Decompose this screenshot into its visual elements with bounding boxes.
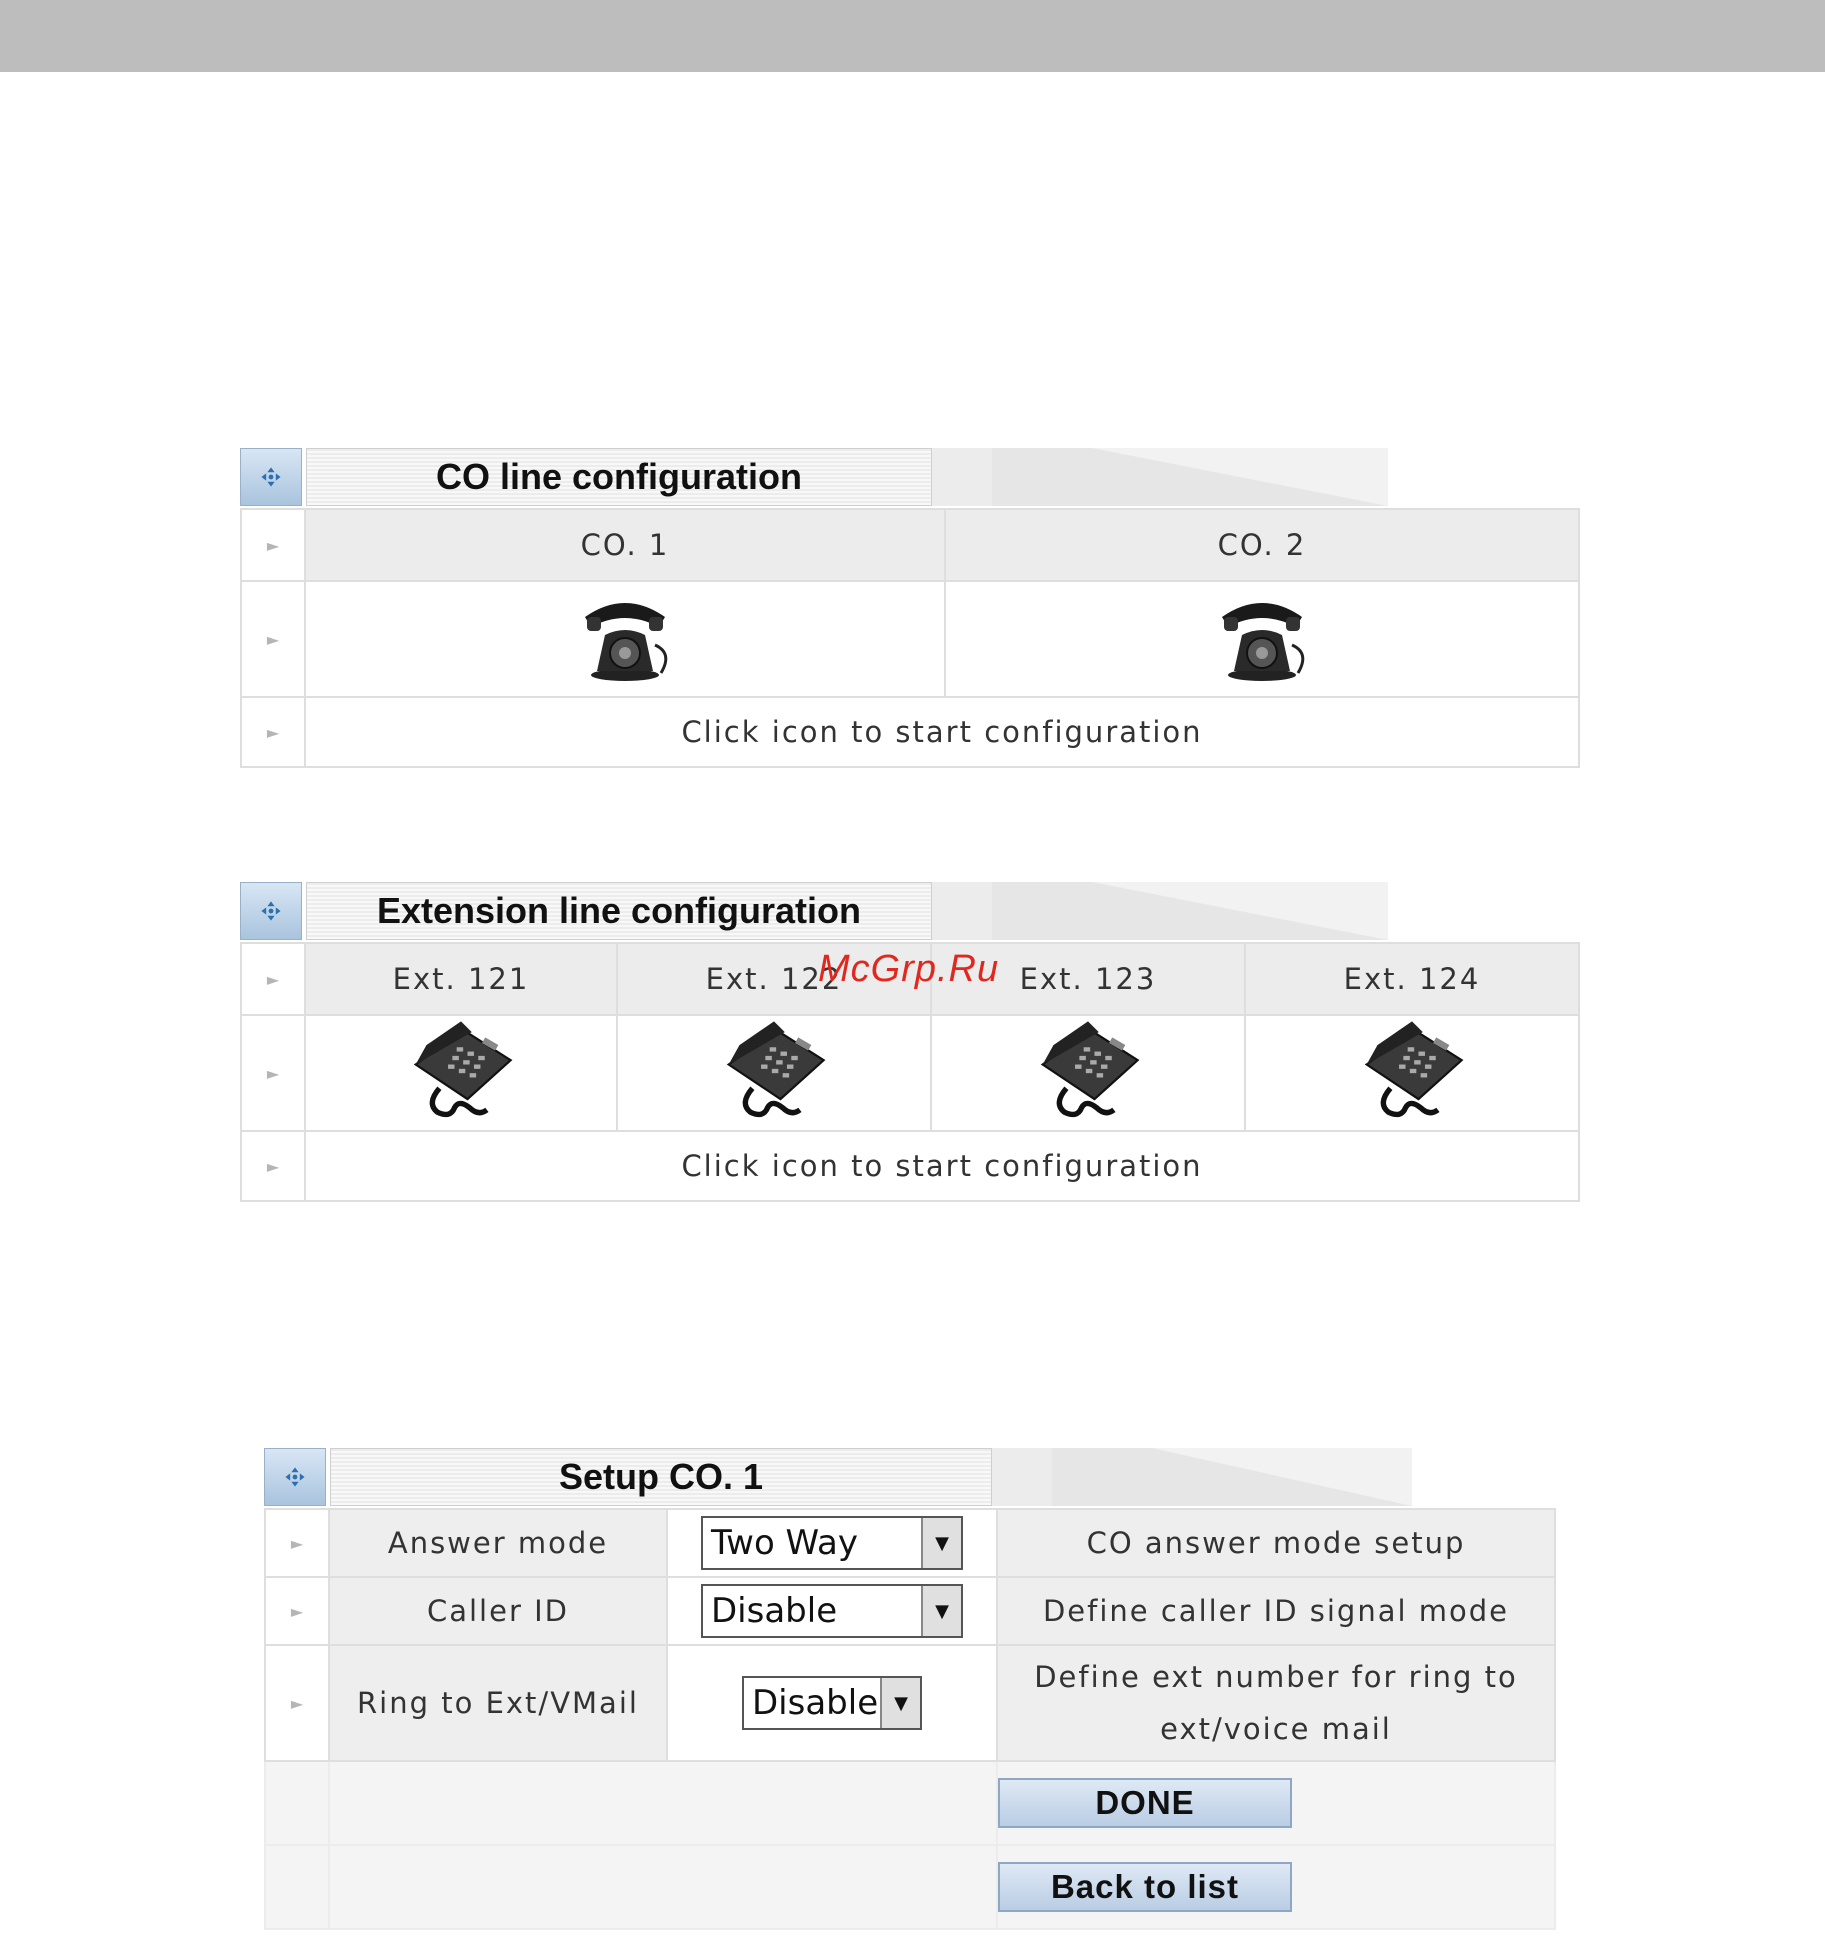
setup-panel-title-row (264, 1446, 1556, 1508)
back-to-list-button[interactable]: Back to list (998, 1862, 1292, 1912)
co-header-2: CO. 2 (945, 509, 1579, 581)
row-arrow-icon: ► (241, 943, 305, 1015)
empty-cell (329, 1845, 997, 1929)
vintage-phone-icon[interactable] (1210, 672, 1314, 691)
caller-id-cell (667, 1577, 997, 1645)
title-tab-decoration (992, 1448, 1412, 1506)
ring-to-cell (667, 1645, 997, 1761)
row-arrow-icon: ► (265, 1577, 329, 1645)
chevron-down-icon[interactable]: ▼ (880, 1678, 920, 1728)
done-cell (997, 1761, 1555, 1845)
desk-phone-icon[interactable] (1029, 1110, 1147, 1129)
move-icon[interactable] (240, 882, 302, 940)
ext-header-122: Ext. 122 (617, 943, 931, 1015)
move-icon[interactable] (264, 1448, 326, 1506)
caller-id-label: Caller ID (329, 1577, 667, 1645)
co-phone-cell-2 (945, 581, 1579, 697)
row-arrow-icon: ► (241, 1131, 305, 1201)
ext-phone-cell-122 (617, 1015, 931, 1131)
ext-phone-cell-123 (931, 1015, 1245, 1131)
caller-id-value: Disable (711, 1591, 838, 1631)
vintage-phone-icon[interactable] (573, 672, 677, 691)
setup-table (264, 1508, 1556, 1930)
answer-mode-label: Answer mode (329, 1509, 667, 1577)
caller-id-description: Define caller ID signal mode (997, 1577, 1555, 1645)
row-arrow-icon: ► (241, 697, 305, 767)
row-arrow-icon: ► (241, 581, 305, 697)
title-tab-decoration (932, 448, 1388, 506)
ext-phone-cell-124 (1245, 1015, 1579, 1131)
empty-cell (329, 1761, 997, 1845)
row-arrow-icon: ► (241, 509, 305, 581)
done-button[interactable]: DONE (998, 1778, 1292, 1828)
ring-to-value: Disable (752, 1683, 879, 1723)
empty-cell (265, 1761, 329, 1845)
ext-header-121: Ext. 121 (305, 943, 617, 1015)
extension-line-panel (240, 880, 1580, 1204)
chevron-down-icon[interactable]: ▼ (921, 1586, 961, 1636)
co-header-1: CO. 1 (305, 509, 945, 581)
co-instruction: Click icon to start configuration (305, 697, 1579, 767)
desk-phone-icon[interactable] (402, 1110, 520, 1129)
co-line-panel (240, 446, 1580, 770)
panel-title: Extension line configuration (306, 882, 932, 940)
ring-to-description (997, 1645, 1555, 1761)
desk-phone-icon[interactable] (1353, 1110, 1471, 1129)
ext-panel-title-row (240, 880, 1580, 942)
move-icon[interactable] (240, 448, 302, 506)
ring-to-description-line2: ext/voice mail (1160, 1712, 1392, 1746)
row-arrow-icon: ► (265, 1509, 329, 1577)
ext-header-124: Ext. 124 (1245, 943, 1579, 1015)
ring-to-description-line1: Define ext number for ring to (1034, 1660, 1518, 1694)
panel-title: CO line configuration (306, 448, 932, 506)
row-arrow-icon: ► (265, 1645, 329, 1761)
panel-title: Setup CO. 1 (330, 1448, 992, 1506)
co-line-table (240, 508, 1580, 768)
answer-mode-select[interactable] (701, 1516, 963, 1570)
row-arrow-icon: ► (241, 1015, 305, 1131)
answer-mode-description: CO answer mode setup (997, 1509, 1555, 1577)
ext-header-123: Ext. 123 (931, 943, 1245, 1015)
empty-cell (265, 1845, 329, 1929)
chevron-down-icon[interactable]: ▼ (921, 1518, 961, 1568)
desk-phone-icon[interactable] (715, 1110, 833, 1129)
back-cell (997, 1845, 1555, 1929)
answer-mode-cell (667, 1509, 997, 1577)
ring-to-select[interactable] (742, 1676, 922, 1730)
co-panel-title-row (240, 446, 1580, 508)
ring-to-label: Ring to Ext/VMail (329, 1645, 667, 1761)
caller-id-select[interactable] (701, 1584, 963, 1638)
co-phone-cell-1 (305, 581, 945, 697)
ext-phone-cell-121 (305, 1015, 617, 1131)
ext-instruction: Click icon to start configuration (305, 1131, 1579, 1201)
answer-mode-value: Two Way (711, 1523, 858, 1563)
setup-co-panel (264, 1446, 1556, 1943)
top-bar (0, 0, 1825, 72)
title-tab-decoration (932, 882, 1388, 940)
watermark: McGrp.Ru (818, 948, 1000, 990)
